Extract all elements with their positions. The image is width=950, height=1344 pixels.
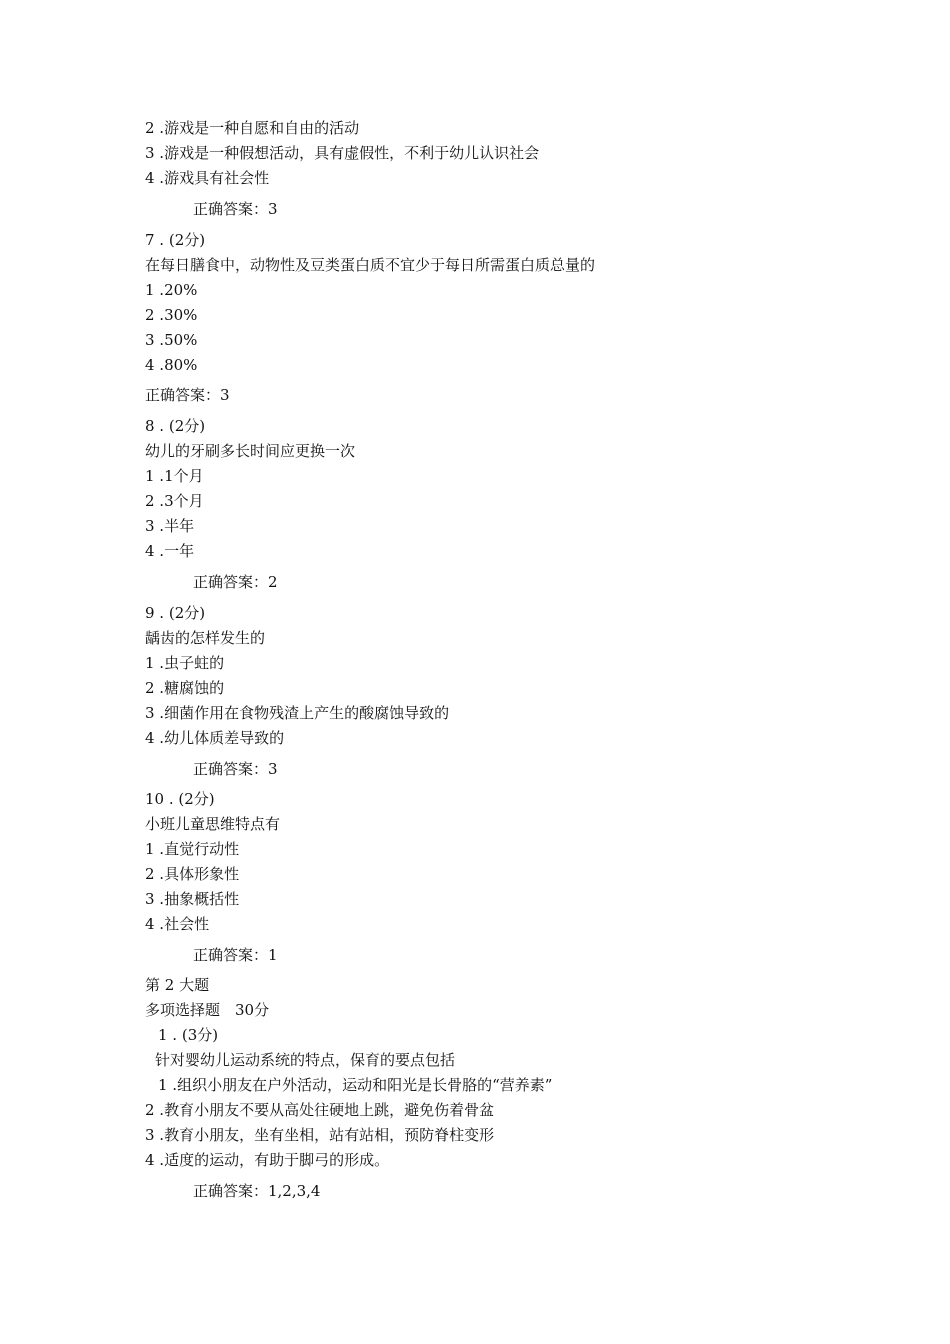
question-number: 10 . (2分) [145, 790, 215, 808]
option-line: 2 .教育小朋友不要从高处往硬地上跳，避免伤着骨盆 [145, 1101, 495, 1119]
option-line: 3 .细菌作用在食物残渣上产生的酸腐蚀导致的 [145, 704, 450, 722]
answer-line: 正确答案：2 [193, 573, 278, 591]
answer-line: 正确答案：1,2,3,4 [193, 1182, 321, 1200]
option-line: 1 .20% [145, 281, 198, 299]
option-line: 4 .社会性 [145, 915, 210, 933]
question-number: 1 . (3分) [158, 1026, 219, 1044]
question-text: 龋齿的怎样发生的 [145, 629, 266, 647]
option-line: 3 .教育小朋友，坐有坐相，站有站相，预防脊柱变形 [145, 1126, 495, 1144]
option-line: 2 .糖腐蚀的 [145, 679, 225, 697]
option-line: 1 .组织小朋友在户外活动，运动和阳光是长骨胳的“营养素” [158, 1076, 553, 1094]
option-line: 3 .半年 [145, 517, 195, 535]
option-line: 4 .一年 [145, 542, 195, 560]
section-title: 第 2 大题 [145, 976, 210, 994]
option-line: 2 .游戏是一种自愿和自由的活动 [145, 119, 360, 137]
question-text: 幼儿的牙刷多长时间应更换一次 [145, 442, 356, 460]
question-text: 小班儿童思维特点有 [145, 815, 281, 833]
option-line: 4 .游戏具有社会性 [145, 169, 270, 187]
question-text: 在每日膳食中，动物性及豆类蛋白质不宜少于每日所需蛋白质总量的 [145, 256, 596, 274]
option-line: 1 .虫子蛀的 [145, 654, 225, 672]
option-line: 3 .50% [145, 331, 198, 349]
option-line: 2 .具体形象性 [145, 865, 240, 883]
question-number: 9 . (2分) [145, 604, 206, 622]
option-line: 4 .适度的运动，有助于脚弓的形成。 [145, 1151, 390, 1169]
option-line: 4 .80% [145, 356, 198, 374]
option-line: 1 .直觉行动性 [145, 840, 240, 858]
option-line: 1 .1个月 [145, 467, 204, 485]
question-number: 8 . (2分) [145, 417, 206, 435]
option-line: 2 .30% [145, 306, 198, 324]
section-subtitle: 多项选择题 30分 [145, 1001, 270, 1019]
answer-line: 正确答案：3 [145, 386, 230, 404]
answer-line: 正确答案：3 [193, 200, 278, 218]
option-line: 4 .幼儿体质差导致的 [145, 729, 285, 747]
question-number: 7 . (2分) [145, 231, 206, 249]
answer-line: 正确答案：1 [193, 946, 278, 964]
answer-line: 正确答案：3 [193, 760, 278, 778]
option-line: 3 .抽象概括性 [145, 890, 240, 908]
question-text: 针对婴幼儿运动系统的特点，保育的要点包括 [155, 1051, 456, 1069]
option-line: 2 .3个月 [145, 492, 204, 510]
option-line: 3 .游戏是一种假想活动，具有虚假性，不利于幼儿认识社会 [145, 144, 540, 162]
